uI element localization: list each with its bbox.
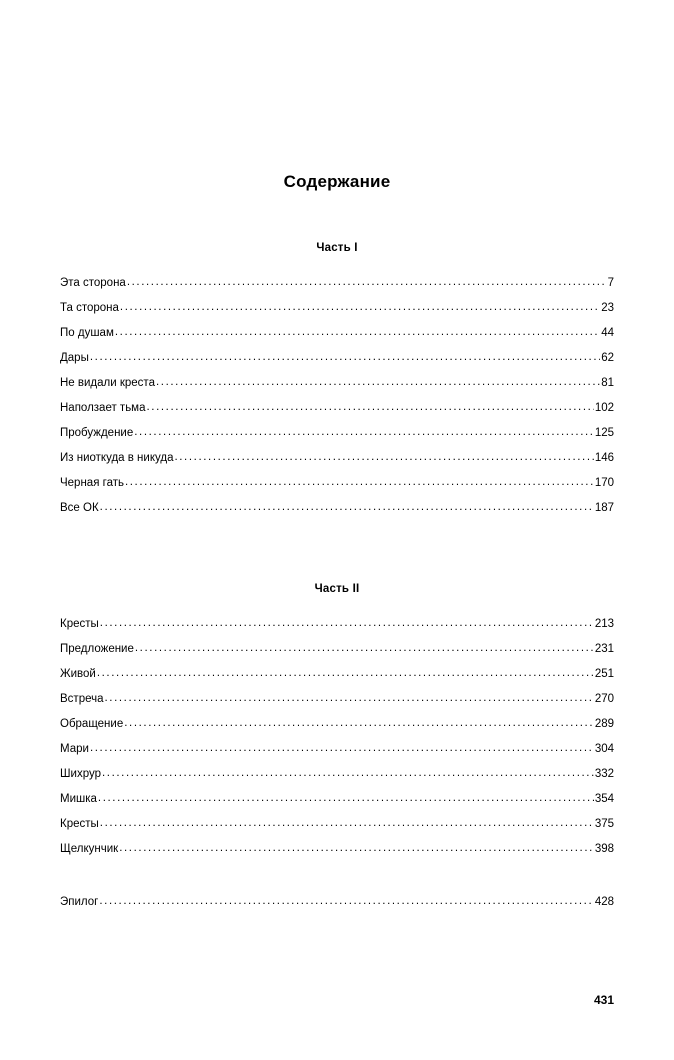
- toc-leader-dots: [156, 377, 600, 389]
- toc-page: [0, 172, 674, 1060]
- toc-entry[interactable]: [60, 619, 614, 644]
- toc-leader-dots: [100, 502, 594, 514]
- toc-entry[interactable]: [60, 819, 614, 844]
- toc-entry[interactable]: [60, 503, 614, 528]
- toc-leader-dots: [120, 302, 600, 314]
- toc-entry[interactable]: [60, 794, 614, 819]
- toc-entry-page: 23: [601, 302, 614, 314]
- toc-entry-label: Все ОК: [60, 502, 99, 514]
- toc-leader-dots: [147, 402, 594, 414]
- toc-entry[interactable]: [60, 453, 614, 478]
- toc-leader-dots: [124, 718, 594, 730]
- toc-entry[interactable]: [60, 744, 614, 769]
- toc-leader-dots: [115, 327, 600, 339]
- part-heading-1: Часть I: [316, 242, 358, 254]
- toc-leader-dots: [119, 843, 594, 855]
- toc-entry-label: Кресты: [60, 618, 99, 630]
- toc-entry-label: По душам: [60, 327, 114, 339]
- toc-entry[interactable]: [60, 328, 614, 353]
- toc-entry-page: 375: [594, 818, 614, 830]
- toc-entry-page: 270: [594, 693, 614, 705]
- toc-leader-dots: [127, 277, 607, 289]
- toc-entry-label: Обращение: [60, 718, 124, 730]
- toc-entry-page: 102: [594, 402, 614, 414]
- toc-entry-label: Кресты: [60, 818, 99, 830]
- toc-entry-label: Та сторона: [60, 302, 119, 314]
- toc-entry-label: Пробуждение: [60, 427, 134, 439]
- toc-entry-label: Живой: [60, 668, 96, 680]
- toc-entry[interactable]: [60, 403, 614, 428]
- toc-leader-dots: [134, 427, 594, 439]
- toc-entry-label: Черная гать: [60, 477, 124, 489]
- toc-leader-dots: [174, 452, 593, 464]
- toc-entry-page: 44: [601, 327, 614, 339]
- toc-leader-dots: [104, 693, 593, 705]
- toc-entry-page: 289: [594, 718, 614, 730]
- toc-entry-label: Мари: [60, 743, 89, 755]
- toc-entry-label: Из ниоткуда в никуда: [60, 452, 174, 464]
- toc-entry-page: 187: [594, 502, 614, 514]
- toc-entry[interactable]: [60, 719, 614, 744]
- toc-entry-page: 62: [601, 352, 614, 364]
- part-heading-2: Часть II: [314, 583, 360, 595]
- toc-leader-dots: [100, 618, 594, 630]
- toc-entry-page: 170: [594, 477, 614, 489]
- toc-entry-label: Дары: [60, 352, 89, 364]
- toc-entry[interactable]: [60, 694, 614, 719]
- toc-entry-page: 81: [601, 377, 614, 389]
- toc-leader-dots: [97, 668, 594, 680]
- toc-list-part-1: [60, 278, 614, 528]
- toc-entry[interactable]: [60, 278, 614, 303]
- toc-entry[interactable]: [60, 428, 614, 453]
- toc-entry[interactable]: [60, 669, 614, 694]
- toc-leader-dots: [100, 818, 594, 830]
- toc-entry-label: Встреча: [60, 693, 104, 705]
- toc-entry-page: 251: [594, 668, 614, 680]
- page-number: 431: [593, 993, 614, 1007]
- toc-entry[interactable]: [60, 644, 614, 669]
- toc-leader-dots: [99, 896, 593, 908]
- toc-list-part-2: [60, 619, 614, 869]
- toc-entry-page: 332: [594, 768, 614, 780]
- toc-entry-page: 398: [594, 843, 614, 855]
- toc-entry-page: 146: [594, 452, 614, 464]
- toc-list-epilogue: [60, 897, 614, 922]
- toc-entry-label: Мишка: [60, 793, 97, 805]
- toc-entry-label: Не видали креста: [60, 377, 155, 389]
- toc-entry[interactable]: [60, 378, 614, 403]
- toc-entry-page: 7: [607, 277, 614, 289]
- toc-entry-label: Шихрур: [60, 768, 101, 780]
- toc-entry[interactable]: [60, 844, 614, 869]
- toc-leader-dots: [90, 743, 594, 755]
- page-title: Содержание: [283, 172, 391, 191]
- toc-entry[interactable]: [60, 353, 614, 378]
- toc-entry-page: 428: [594, 896, 614, 908]
- toc-entry-label: Щелкунчик: [60, 843, 119, 855]
- toc-entry[interactable]: [60, 769, 614, 794]
- toc-leader-dots: [102, 768, 594, 780]
- toc-entry-page: 125: [594, 427, 614, 439]
- toc-leader-dots: [125, 477, 594, 489]
- toc-leader-dots: [135, 643, 594, 655]
- toc-entry-page: 354: [594, 793, 614, 805]
- toc-entry-label: Предложение: [60, 643, 134, 655]
- toc-leader-dots: [90, 352, 600, 364]
- toc-entry[interactable]: [60, 478, 614, 503]
- toc-entry-label: Эта сторона: [60, 277, 126, 289]
- toc-entry-page: 304: [594, 743, 614, 755]
- toc-leader-dots: [98, 793, 594, 805]
- toc-entry[interactable]: [60, 303, 614, 328]
- toc-entry-epilogue[interactable]: [60, 897, 614, 922]
- toc-entry-page: 231: [594, 643, 614, 655]
- toc-entry-label: Наползает тьма: [60, 402, 146, 414]
- toc-entry-page: 213: [594, 618, 614, 630]
- toc-entry-label: Эпилог: [60, 896, 99, 908]
